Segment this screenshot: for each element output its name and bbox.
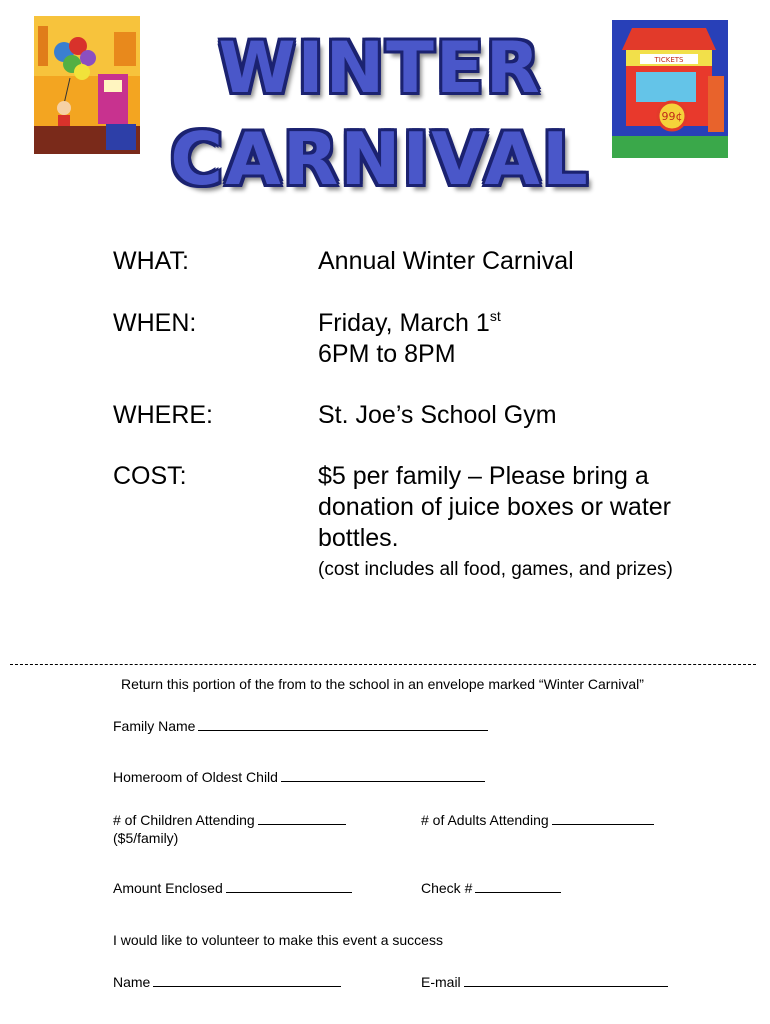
children-note: ($5/family) [113,830,179,846]
check-number-field[interactable] [421,879,561,897]
family-name-line[interactable] [198,718,488,731]
adults-attending-label: # of Adults Attending [421,812,549,828]
what-value: Annual Winter Carnival [318,247,574,275]
amount-enclosed-field[interactable] [113,879,352,897]
homeroom-label: Homeroom of Oldest Child [113,769,278,785]
cut-line [10,664,756,665]
homeroom-line[interactable] [281,769,485,782]
children-attending-label: # of Children Attending [113,812,255,828]
amount-enclosed-label: Amount Enclosed [113,880,223,896]
when-date [318,308,738,339]
ticket-booth-clipart [612,20,728,158]
when-date-suffix: st [489,308,501,324]
svg-text:99¢: 99¢ [661,110,683,123]
adults-attending-field[interactable] [421,811,654,829]
cost-value: $5 per family – Please bring a donation of juice boxes or water bottles. [318,462,671,552]
family-name-field[interactable] [113,717,488,735]
amount-enclosed-line[interactable] [226,880,352,893]
email-label: E-mail [421,974,461,990]
volunteer-name-label: Name [113,974,151,990]
title-line-2: CARNIVAL [170,117,590,201]
where-value: St. Joe’s School Gym [318,401,557,429]
email-line[interactable] [464,974,668,987]
family-name-label: Family Name [113,718,196,734]
when-time: 6PM to 8PM [318,340,456,368]
title-line-1: WINTER [218,27,542,109]
volunteer-statement: I would like to volunteer to make this event a success [113,932,443,948]
when-label: WHEN: [113,309,197,337]
volunteer-name-field[interactable] [113,973,341,991]
children-attending-line[interactable] [258,812,346,825]
when-date-text: Friday, March 1 [318,309,490,337]
adults-attending-line[interactable] [552,812,654,825]
children-attending-field[interactable] [113,811,346,829]
where-label: WHERE: [113,401,213,429]
svg-text:TICKETS: TICKETS [654,56,684,64]
email-field[interactable] [421,973,668,991]
check-number-label: Check # [421,880,473,896]
check-number-line[interactable] [475,880,561,893]
form-instruction: Return this portion of the from to the school in an envelope marked “Winter Carnival” [121,676,644,692]
what-label: WHAT: [113,247,189,275]
cost-note: (cost includes all food, games, and prizes) [318,559,673,580]
homeroom-field[interactable] [113,768,485,786]
volunteer-name-line[interactable] [153,974,341,987]
cost-label: COST: [113,462,187,490]
child-balloons-clipart [34,16,140,154]
